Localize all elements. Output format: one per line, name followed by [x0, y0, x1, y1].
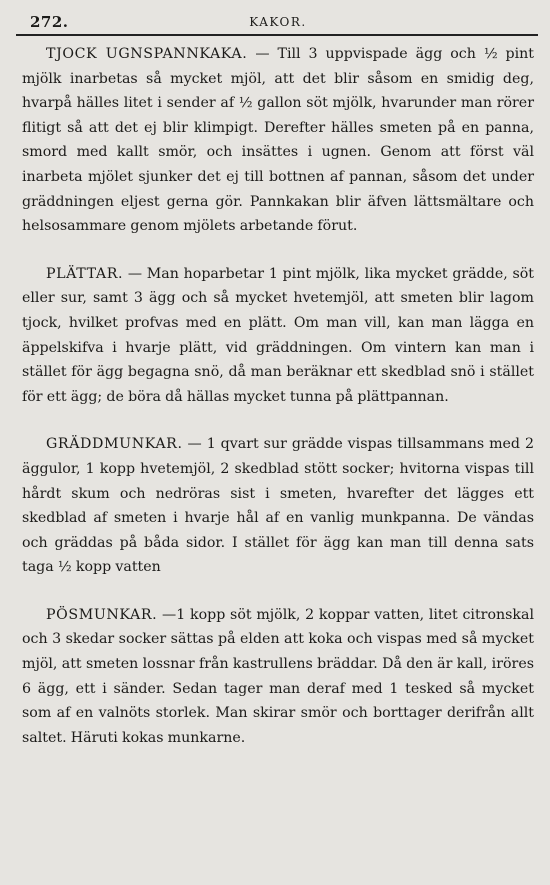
- header-rule: [16, 34, 538, 36]
- recipe-text: 1 qvart sur grädde vispas tillsammans med 2 äggulor, 1 kopp hvetemjöl, 2 skedblad stött socker; hvitorna vispas till hårdt skum och nedröras sist i smeten, hvarefter det lägges ett skedblad af smeten i hvarje hål af en vanlig munkpanna. De vändas och gräddas på båda sidor. I stället för ägg kan man till denna sats taga ½ kopp vatten: [22, 436, 534, 576]
- recipe-title: PLÄTTAR.: [46, 265, 124, 282]
- recipe-text: 1 kopp söt mjölk, 2 koppar vatten, litet citronskal och 3 skedar socker sättas på elden att koka och vispas med så mycket mjöl, att smeten lossnar från kastrullens bräddar. Då den är kall, iröres 6 ägg, ett i sänder. Sedan tager man deraf med 1 tesked så mycket som af en valnöts storlek. Man skirar smör och borttager derifrån allt saltet. Häruti kokas munkarne.: [22, 606, 535, 746]
- recipe-list: [22, 42, 534, 750]
- recipe-plattar: [22, 262, 534, 410]
- recipe-separator: —: [182, 436, 207, 453]
- recipe-separator: —: [157, 606, 177, 623]
- recipe-separator: —: [123, 265, 147, 282]
- recipe-title: PÖSMUNKAR.: [46, 606, 158, 623]
- running-head: KAKOR.: [249, 15, 307, 29]
- page-number: 272.: [30, 13, 69, 31]
- recipe-tjock-ugnspannkaka: [22, 42, 534, 239]
- recipe-title: GRÄDDMUNKAR.: [46, 436, 183, 453]
- recipe-title: TJOCK UGNSPANNKAKA.: [46, 46, 248, 62]
- recipe-separator: —: [247, 46, 278, 62]
- recipe-text: Till 3 uppvispade ägg och ½ pint mjölk inarbetas så mycket mjöl, att det blir såsom en smidig deg, hvarpå hälles litet i sender af ½ gallon söt mjölk, hvarunder man rörer flitigt så att det ej blir klimpigt. Derefter hälles smeten på en panna, smord med kallt smör, och insättes i ugnen. Genom att först väl inarbeta mjölet sjunker det ej till bottnen af pannan, såsom det under gräddningen eljest gerna gör. Pannkakan blir äfven lättsmältare och helsosammare genom mjölets arbetande förut.: [22, 46, 534, 235]
- recipe-posmunkar: [22, 603, 534, 751]
- page-header: [22, 0, 534, 34]
- recipe-text: Man hoparbetar 1 pint mjölk, lika mycket grädde, söt eller sur, samt 3 ägg och så mycket hvetemjöl, att smeten blir lagom tjock, hvilket profvas med en plätt. Om man vill, kan man lägga en äppelskifva i hvarje plätt, vid gräddningen. Om vintern kan man i stället för ägg begagna snö, då man beräknar ett skedblad snö i stället för ett ägg; de böra då hällas mycket tunna på plättpannan.: [22, 265, 534, 405]
- recipe-graddmunkar: [22, 432, 534, 580]
